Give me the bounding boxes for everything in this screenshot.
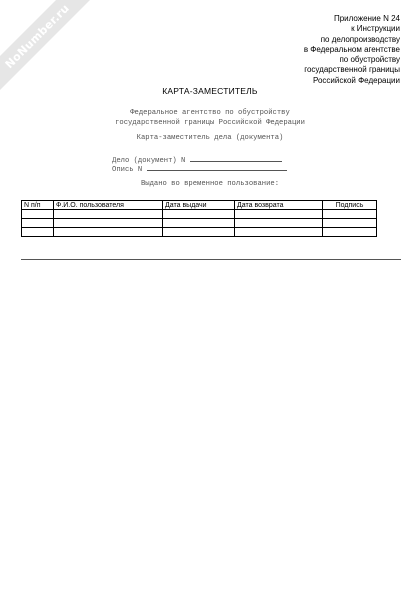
document-subtitle: Карта-заместитель дела (документа) [136,134,284,142]
table-cell [54,219,163,228]
document-title: КАРТА-ЗАМЕСТИТЕЛЬ [162,86,258,96]
agency-line: Федеральное агентство по обустройству [130,109,290,117]
header-issue-date: Дата выдачи [163,201,235,210]
appendix-note [260,14,400,86]
table-cell [163,228,235,237]
header-signature: Подпись [323,201,377,210]
issued-label: Выдано во временное пользование: [140,180,280,188]
issue-log-table [21,200,377,237]
table-cell [54,210,163,219]
appendix-line: в Федеральном агентстве [303,44,400,54]
inventory-number-label: Опись N [112,166,143,174]
table-cell [163,210,235,219]
appendix-line: по делопроизводству [320,34,400,44]
appendix-line: государственной границы [304,65,400,75]
table-cell [323,210,377,219]
header-user-name: Ф.И.О. пользователя [54,201,163,210]
inventory-number-line [147,163,287,171]
appendix-line: по обустройству [339,55,400,65]
appendix-line: к Инструкции [351,24,400,34]
header-number: N п/п [22,201,54,210]
table-cell [22,210,54,219]
appendix-line: Приложение N 24 [333,14,400,23]
table-cell [22,228,54,237]
table-row [22,228,377,237]
case-number-label: Дело (документ) N [112,157,186,165]
table-cell [54,228,163,237]
watermark-text: NoNumber.ru [2,1,72,71]
table-cell [323,228,377,237]
table-cell [22,219,54,228]
table-cell [323,219,377,228]
table-row [22,219,377,228]
header-return-date: Дата возврата [235,201,323,210]
separator-line [21,259,401,260]
table-cell [163,219,235,228]
table-cell [235,210,323,219]
agency-name [0,109,420,128]
appendix-line: Российской Федерации [313,75,400,85]
inventory-number-field [112,163,287,174]
table-cell [235,228,323,237]
table-cell [235,219,323,228]
case-number-line [190,154,282,162]
table-row [22,210,377,219]
table-header-row [22,201,377,210]
agency-line: государственной границы Российской Федерации [115,118,305,127]
